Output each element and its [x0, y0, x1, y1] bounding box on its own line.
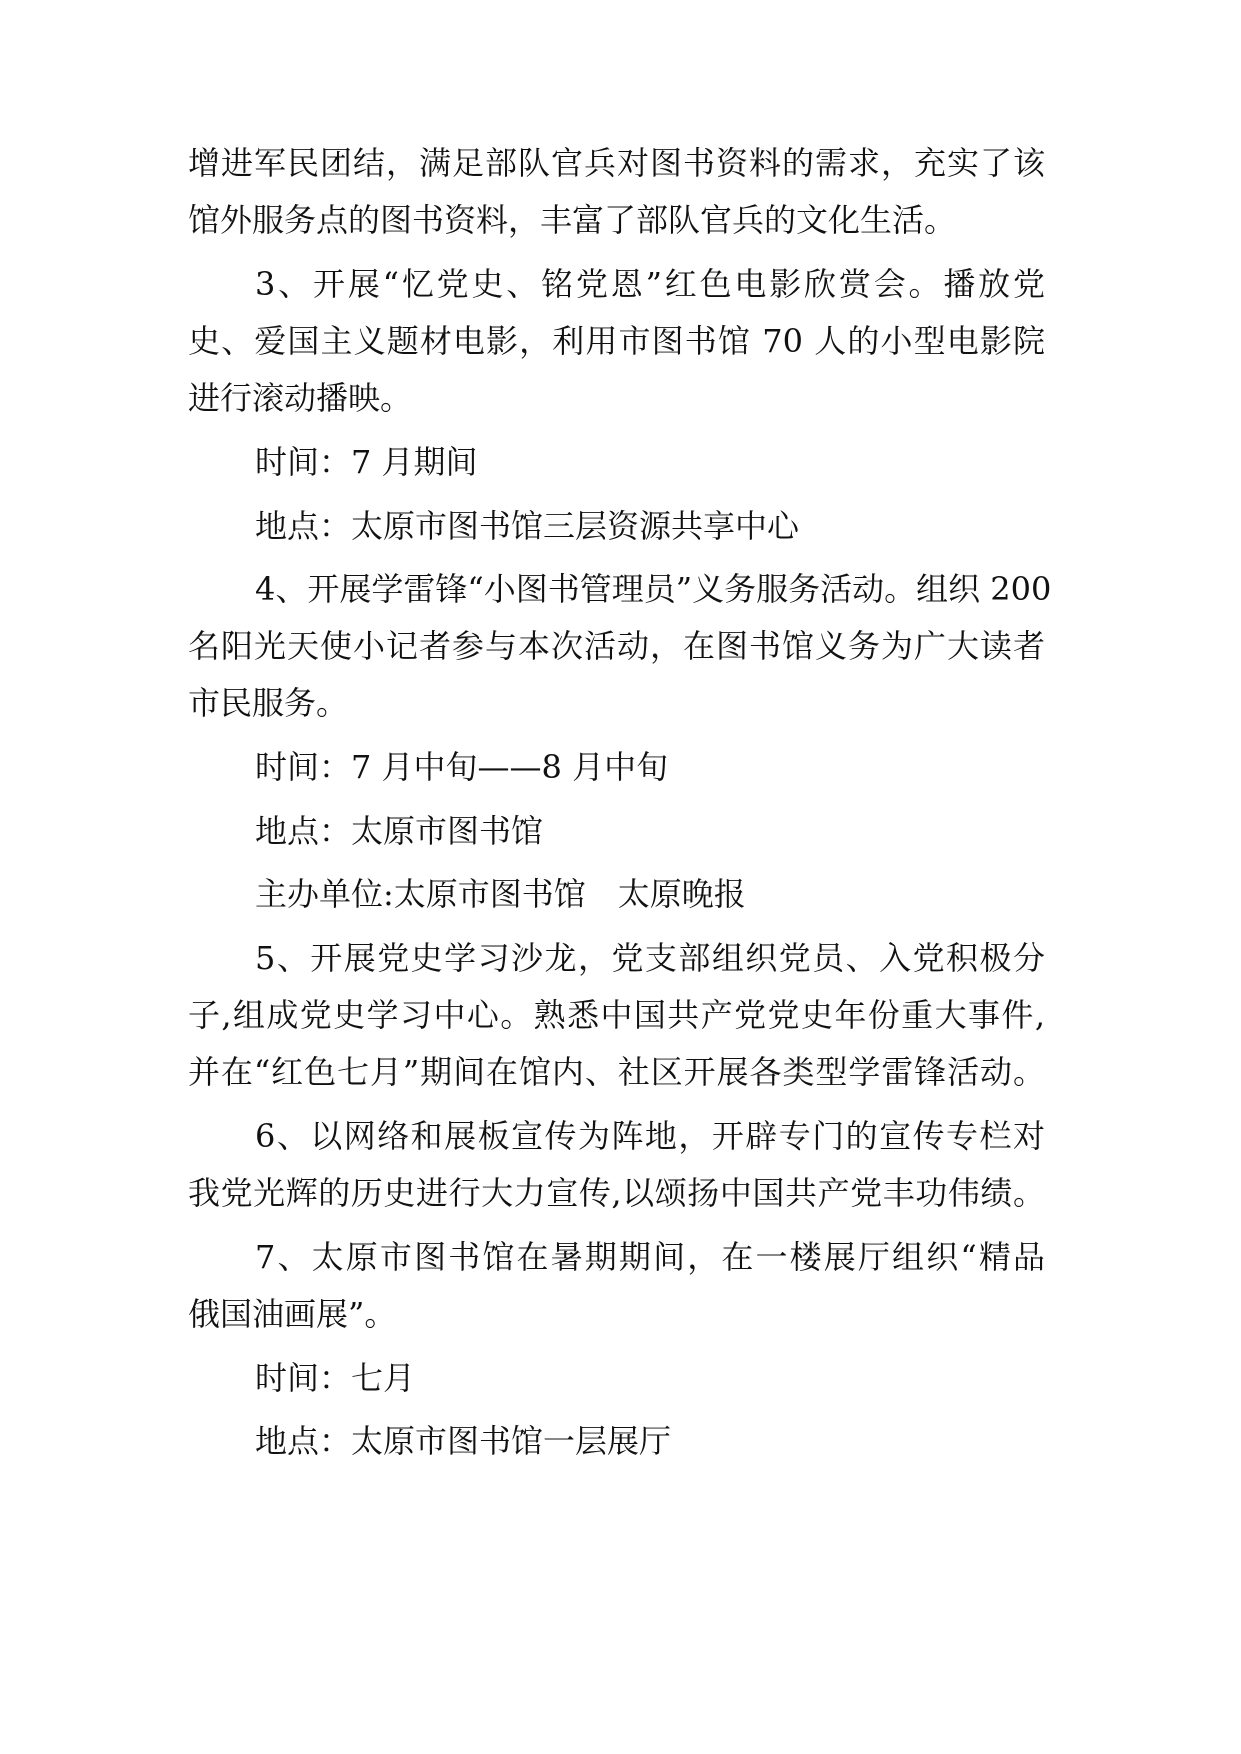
text-line: 地点：太原市图书馆三层资源共享中心 — [255, 507, 800, 545]
text-line: 3、开展“忆党史、铭党恩”红色电影欣赏会。播放党 — [255, 265, 1045, 303]
text-line: 4、开展学雷锋“小图书管理员”义务服务活动。组织 200 — [255, 570, 1052, 608]
text-line: 并在“红色七月”期间在馆内、社区开展各类型学雷锋活动。 — [188, 1053, 1045, 1091]
text-line: 增进军民团结，满足部队官兵对图书资料的需求，充实了该 — [188, 144, 1045, 182]
text-line: 名阳光天使小记者参与本次活动，在图书馆义务为广大读者 — [188, 627, 1045, 665]
text-line: 5、开展党史学习沙龙，党支部组织党员、入党积极分 — [255, 939, 1045, 977]
text-line: 馆外服务点的图书资料，丰富了部队官兵的文化生活。 — [188, 201, 957, 239]
text-line: 7、太原市图书馆在暑期期间，在一楼展厅组织“精品 — [255, 1238, 1045, 1276]
text-line: 进行滚动播映。 — [188, 379, 413, 417]
text-line: 俄国油画展”。 — [188, 1295, 397, 1333]
text-line: 地点：太原市图书馆一层展厅 — [255, 1422, 672, 1460]
text-line: 6、以网络和展板宣传为阵地，开辟专门的宣传专栏对 — [255, 1117, 1045, 1155]
text-line: 时间：七月 — [255, 1359, 416, 1397]
text-line: 时间：7 月中旬——8 月中旬 — [255, 748, 669, 786]
text-line: 时间：7 月期间 — [255, 443, 478, 481]
text-line: 市民服务。 — [188, 684, 349, 722]
text-line: 我党光辉的历史进行大力宣传,以颂扬中国共产党丰功伟绩。 — [188, 1174, 1045, 1212]
text-line: 地点：太原市图书馆 — [255, 812, 544, 850]
text-line: 主办单位:太原市图书馆 太原晚报 — [255, 875, 746, 913]
text-line: 史、爱国主义题材电影，利用市图书馆 70 人的小型电影院 — [188, 322, 1045, 360]
text-line: 子,组成党史学习中心。熟悉中国共产党党史年份重大事件, — [188, 996, 1045, 1034]
